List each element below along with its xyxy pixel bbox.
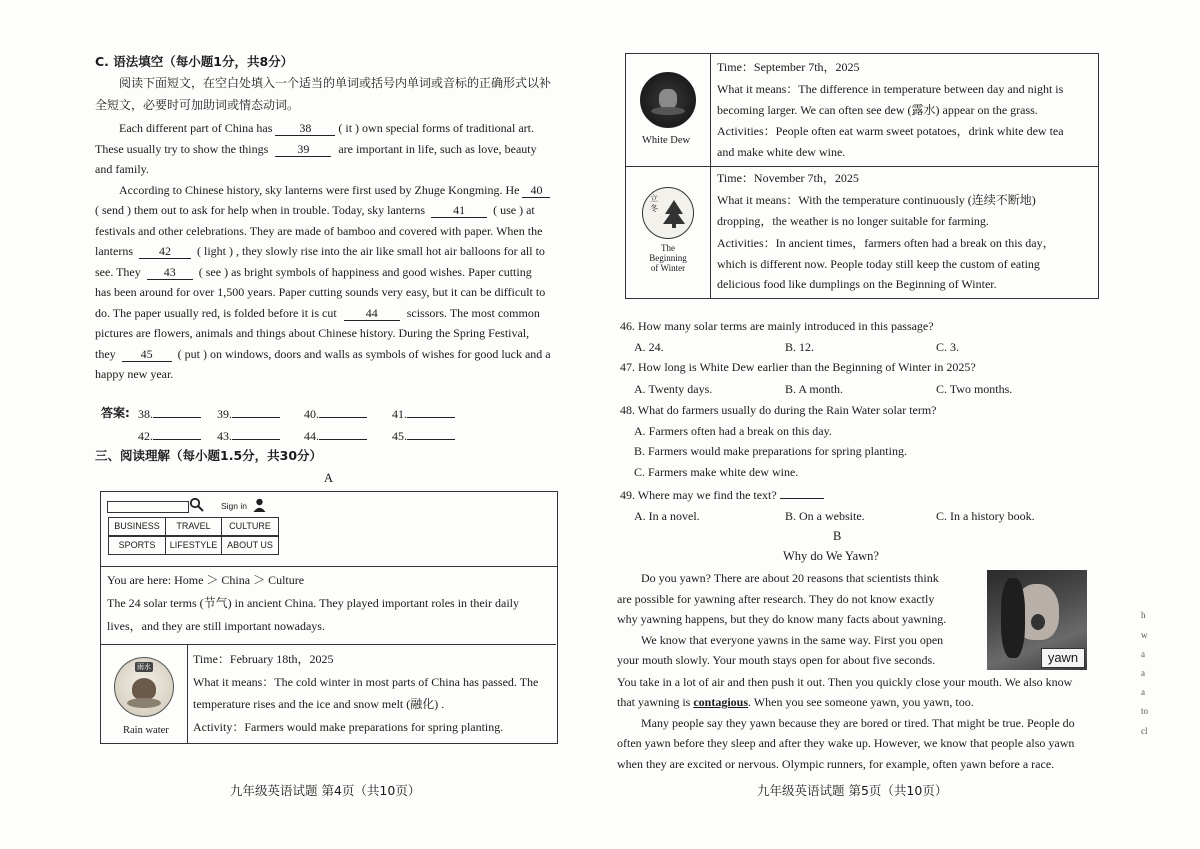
section-c-title: C. 语法填空（每小题1分，共8分） bbox=[95, 54, 294, 69]
instruction-line-2: 全短文，必要时可加助词或情态动词。 bbox=[95, 98, 300, 112]
passage-b-line: why yawning happens, but they do know many facts about yawning. bbox=[617, 612, 947, 626]
passage-b-line: Do you yawn? There are about 20 reasons that scientists think bbox=[641, 571, 939, 585]
passage-line: These usually try to show the things 39 are important in life, such as love, beauty bbox=[95, 141, 537, 156]
intro-line-1: The 24 solar terms (节气) in ancient China. They played important roles in their daily bbox=[107, 596, 520, 610]
answer-39: 39. bbox=[217, 405, 280, 422]
part-a-label: A bbox=[324, 471, 334, 485]
table-row-divider bbox=[626, 166, 1098, 167]
sign-in-link[interactable]: Sign in bbox=[221, 501, 247, 511]
answer-field[interactable] bbox=[407, 427, 455, 440]
option-46-c[interactable]: C. 3. bbox=[936, 340, 960, 354]
passage-b-line: You take in a lot of air and then push it out. Then you quickly close your mouth. We also know bbox=[617, 675, 1073, 689]
edge-letter: to bbox=[1141, 706, 1149, 716]
passage-b-line: when they are excited or nervous. Olympic runners, for example, often yawn before a race. bbox=[617, 757, 1055, 771]
winter-activities-2: which is different now. People today still keep the custom of eating bbox=[717, 257, 1040, 271]
winter-activities-1: Activities：In ancient times，farmers often had a break on this day， bbox=[717, 236, 1055, 250]
answer-field[interactable] bbox=[407, 405, 455, 418]
passage-line: festivals and other celebrations. They are made of bamboo and covered with paper. When the bbox=[95, 223, 543, 238]
winter-means-1: What it means：With the temperature continuously (连续不断地) bbox=[717, 193, 1036, 207]
search-input[interactable] bbox=[107, 501, 189, 513]
edge-letter: w bbox=[1141, 630, 1148, 640]
grammar-passage bbox=[95, 118, 568, 385]
option-47-c[interactable]: C. Two months. bbox=[936, 382, 1013, 396]
winter-activities-3: delicious food like dumplings on the Beginning of Winter. bbox=[717, 277, 997, 291]
answer-label: 答案: bbox=[101, 406, 130, 420]
edge-letter: a bbox=[1141, 687, 1145, 697]
rain-water-card bbox=[101, 644, 556, 743]
figure-base bbox=[651, 107, 685, 115]
edge-letter: a bbox=[1141, 649, 1145, 659]
page-footer: 九年级英语试题 第5页（共10页） bbox=[757, 783, 948, 798]
option-49-c[interactable]: C. In a history book. bbox=[936, 509, 1035, 523]
beginning-of-winter-label: The Beginning of Winter bbox=[649, 243, 687, 273]
figure-base bbox=[127, 698, 161, 708]
blank-41[interactable]: 41 bbox=[431, 203, 487, 218]
rain-water-activity: Activity：Farmers would make preparations for spring planting. bbox=[193, 720, 504, 734]
question-46: 46. How many solar terms are mainly introduced in this passage? bbox=[620, 319, 934, 333]
white-dew-means-1: What it means：The difference in temperature between day and night is bbox=[717, 82, 1064, 96]
answer-field[interactable] bbox=[232, 405, 280, 418]
mouth-shape bbox=[1031, 614, 1045, 630]
winter-stamp-2: 冬 bbox=[650, 204, 658, 213]
rain-water-stamp: 雨水 bbox=[137, 663, 151, 671]
search-icon[interactable] bbox=[189, 497, 205, 513]
passage-line: happy new year. bbox=[95, 367, 174, 381]
answer-41: 41. bbox=[392, 405, 455, 422]
nav-business[interactable]: BUSINESS bbox=[108, 517, 166, 536]
answer-45: 45. bbox=[392, 427, 455, 444]
rain-water-means-1: What it means：The cold winter in most parts of China has passed. The bbox=[193, 675, 539, 689]
question-48: 48. What do farmers usually do during the Rain Water solar term? bbox=[620, 403, 937, 417]
website-content-box bbox=[100, 566, 558, 744]
passage-line: According to Chinese history, sky lanterns were first used by Zhuge Kongming. He 40 bbox=[95, 180, 568, 201]
rain-water-label: Rain water bbox=[123, 725, 169, 736]
passage-line: see. They 43 ( see ) as bright symbols of happiness and good wishes. Paper cutting bbox=[95, 264, 532, 279]
rain-water-icon bbox=[114, 657, 174, 717]
white-dew-activities-2: and make white dew wine. bbox=[717, 145, 846, 159]
winter-means-2: dropping，the weather is no longer suitable for farming. bbox=[717, 214, 989, 228]
passage-b-line: that yawning is contagious. When you see someone yawn, you yawn, too. bbox=[617, 695, 974, 709]
blank-44[interactable]: 44 bbox=[344, 306, 400, 321]
answer-field[interactable] bbox=[780, 486, 824, 499]
rain-water-means-2: temperature rises and the ice and snow melt (融化) . bbox=[193, 697, 445, 711]
white-dew-activities-1: Activities：People often eat warm sweet potatoes，drink white dew tea bbox=[717, 124, 1064, 138]
contagious-word: contagious bbox=[693, 695, 749, 709]
answer-40: 40. bbox=[304, 405, 367, 422]
answer-field[interactable] bbox=[153, 405, 201, 418]
hair-shape bbox=[1001, 578, 1025, 658]
option-49-a[interactable]: A. In a novel. bbox=[634, 509, 700, 523]
option-47-b[interactable]: B. A month. bbox=[785, 382, 844, 396]
option-47-a[interactable]: A. Twenty days. bbox=[634, 382, 713, 396]
answer-field[interactable] bbox=[232, 427, 280, 440]
winter-stamp-1: 立 bbox=[650, 194, 658, 203]
question-47: 47. How long is White Dew earlier than the Beginning of Winter in 2025? bbox=[620, 360, 976, 374]
page-5 bbox=[600, 0, 1200, 849]
edge-letter: cl bbox=[1141, 726, 1148, 736]
yawn-caption: yawn bbox=[1041, 648, 1085, 668]
question-49: 49. Where may we find the text? bbox=[620, 486, 824, 503]
nav-lifestyle[interactable]: LIFESTYLE bbox=[165, 536, 222, 555]
blank-39[interactable]: 39 bbox=[275, 142, 331, 157]
winter-time: Time：November 7th，2025 bbox=[717, 171, 859, 185]
passage-b-line: are possible for yawning after research. They do not know exactly bbox=[617, 592, 935, 606]
solar-terms-table bbox=[625, 53, 1099, 299]
blank-42[interactable]: 42 bbox=[139, 244, 191, 259]
white-dew-icon bbox=[640, 72, 696, 128]
passage-b-line: Many people say they yawn because they are bored or tired. That might be true. People do bbox=[641, 716, 1075, 730]
option-48-c[interactable]: C. Farmers make white dew wine. bbox=[634, 465, 799, 479]
passage-line: they 45 ( put ) on windows, doors and walls as symbols of wishes for good luck and a bbox=[95, 346, 551, 361]
white-dew-means-2: becoming larger. We can often see dew (露水) appear on the grass. bbox=[717, 103, 1038, 117]
option-49-b[interactable]: B. On a website. bbox=[785, 509, 865, 523]
passage-line: Each different part of China has 38 ( it ) own special forms of traditional art. bbox=[119, 121, 534, 135]
passage-line: and family. bbox=[95, 162, 149, 176]
blank-38[interactable]: 38 bbox=[275, 121, 335, 136]
passage-line: lanterns 42 ( light ) , they slowly rise into the air like small hot air balloons for all to bbox=[95, 244, 545, 258]
website-header-box bbox=[100, 491, 558, 567]
page-footer: 九年级英语试题 第4页（共10页） bbox=[230, 783, 421, 798]
figure-shape bbox=[132, 678, 156, 700]
passage-line: ( send ) them out to ask for help when in trouble. Today, sky lanterns 41 ( use ) at bbox=[95, 203, 535, 217]
nav-about-us[interactable]: ABOUT US bbox=[221, 536, 279, 555]
rain-water-time: Time：February 18th，2025 bbox=[193, 652, 334, 666]
nav-culture[interactable]: CULTURE bbox=[221, 517, 279, 536]
breadcrumb: You are here: Home ＞ China ＞ Culture bbox=[107, 573, 305, 587]
answer-42: 42. bbox=[138, 427, 201, 444]
edge-letter: h bbox=[1141, 610, 1146, 620]
yawn-photo bbox=[987, 570, 1087, 670]
edge-letter: a bbox=[1141, 668, 1145, 678]
answer-43: 43. bbox=[217, 427, 280, 444]
intro-line-2: lives，and they are still important nowadays. bbox=[107, 619, 325, 633]
option-46-a[interactable]: A. 24. bbox=[634, 340, 664, 354]
table-divider bbox=[710, 54, 711, 298]
blank-45[interactable]: 45 bbox=[122, 347, 172, 362]
option-48-b[interactable]: B. Farmers would make preparations for spring planting. bbox=[634, 444, 907, 458]
white-dew-time: Time：September 7th，2025 bbox=[717, 60, 860, 74]
part-b-label: B bbox=[833, 529, 842, 543]
option-46-b[interactable]: B. 12. bbox=[785, 340, 815, 354]
nav-sports[interactable]: SPORTS bbox=[108, 536, 166, 555]
answer-44: 44. bbox=[304, 427, 367, 444]
answer-38: 38. bbox=[138, 405, 201, 422]
user-icon[interactable] bbox=[253, 498, 266, 512]
answer-field[interactable] bbox=[319, 427, 367, 440]
white-dew-label: White Dew bbox=[642, 135, 691, 146]
section-3-title: 三、阅读理解（每小题1.5分，共30分） bbox=[95, 448, 323, 463]
pine-tree-icon bbox=[661, 198, 687, 228]
passage-line: has been around for over 1,500 years. Paper cutting sounds very easy, but it can be difficult to bbox=[95, 285, 546, 299]
answer-field[interactable] bbox=[319, 405, 367, 418]
blank-40[interactable]: 40 bbox=[522, 183, 550, 198]
passage-line: pictures are flowers, animals and things about Chinese history. During the Spring Festival, bbox=[95, 326, 530, 340]
blank-43[interactable]: 43 bbox=[147, 265, 193, 280]
passage-line: do. The paper usually red, is folded before it is cut 44 scissors. The most common bbox=[95, 305, 540, 320]
option-48-a[interactable]: A. Farmers often had a break on this day. bbox=[634, 424, 832, 438]
passage-b-title: Why do We Yawn? bbox=[783, 549, 879, 563]
beginning-of-winter-icon bbox=[642, 187, 694, 239]
passage-b-line: often yawn before they sleep and after they wake up. However, we know that people also yawn bbox=[617, 736, 1075, 750]
passage-b-line: We know that everyone yawns in the same way. First you open bbox=[641, 633, 944, 647]
figure-shape bbox=[659, 89, 677, 109]
answer-field[interactable] bbox=[153, 427, 201, 440]
card-divider bbox=[187, 645, 188, 743]
nav-travel[interactable]: TRAVEL bbox=[165, 517, 222, 536]
passage-b-line: your mouth slowly. Your mouth stays open for about five seconds. bbox=[617, 653, 936, 667]
instruction-line-1: 阅读下面短文，在空白处填入一个适当的单词或括号内单词或音标的正确形式以补 bbox=[119, 76, 552, 90]
